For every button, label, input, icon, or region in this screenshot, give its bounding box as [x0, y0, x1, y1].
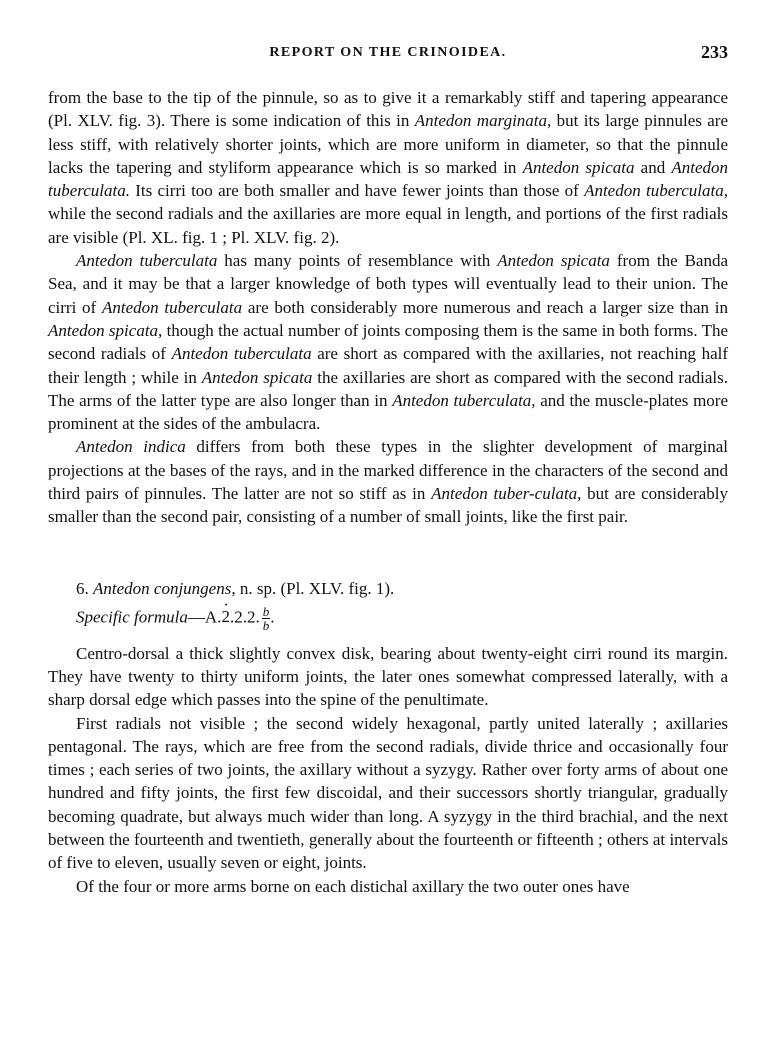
section-heading — [76, 577, 728, 601]
page-header — [48, 42, 728, 67]
text-run: but are considerably smaller than the second pair, consisting of a number of small joints, like the first pair. — [48, 484, 728, 527]
text-run: Its cirri too are both smaller and have fewer joints than those of — [130, 181, 585, 201]
text-run: has many points of resemblance with — [217, 251, 498, 271]
italic-run: Antedon tuberculata — [171, 344, 312, 364]
text-run: are both considerably more numerous and reach a larger size than in — [242, 297, 728, 317]
page — [48, 0, 728, 1050]
section-number: 6. — [76, 578, 89, 598]
text-run: Of the four or more arms borne on each distichal axillary the two outer ones have — [76, 876, 630, 896]
text-run: the axillaries are short as compared with the second radials. The arms of the latter type are also longer than in — [48, 367, 729, 410]
text-run: and — [634, 157, 672, 177]
italic-run: Antedon spicata — [497, 251, 610, 271]
text-run: are short as compared with the axillaries, not reaching half their length ; while in — [48, 344, 728, 387]
text-run: though the actual number of joints composing them is the same in both forms. The second radials of — [48, 320, 728, 364]
italic-run: Antedon tuber-culata, — [431, 484, 582, 504]
paragraph — [48, 642, 728, 712]
text-run: Centro-dorsal a thick slightly convex disk, bearing about twenty-eight cirri round its margin. They have twenty to thirty uniform joints, the later ones somewhat compressed laterally, with a sharp dorsal edge which passes into the spine of the penultimate. — [48, 643, 728, 710]
formula-dotted-digit: · 2 — [221, 605, 230, 629]
italic-run: Antedon marginata, — [414, 111, 552, 131]
running-title: REPORT ON THE CRINOIDEA. — [269, 45, 507, 60]
text-run: while the second radials and the axillaries are more equal in length, and portions of the first radials are visible (Pl. XL. fig. 1 ; Pl. XLV. fig. 2). — [48, 204, 728, 247]
italic-run: Antedon tuberculata. — [48, 157, 729, 201]
text-run: from the Banda Sea, and it may be that a larger knowledge of both types will eventually lead to their union. The cirri of — [48, 251, 728, 317]
section-reference: n. sp. (Pl. XLV. fig. 1). — [235, 578, 395, 598]
italic-run: Antedon spicata — [522, 157, 635, 177]
italic-run: Antedon tuberculata, — [392, 390, 536, 410]
body-text — [48, 86, 728, 898]
italic-run: Antedon tuberculata — [76, 251, 218, 271]
description-paragraphs — [48, 642, 728, 898]
paragraph — [48, 249, 728, 435]
species-name: Antedon conjungens, — [93, 578, 236, 598]
text-run: and the muscle-plates more prominent at the sides of the ambulacra. — [48, 390, 728, 434]
intro-paragraphs — [48, 86, 728, 529]
italic-run: Antedon tuberculata — [101, 297, 243, 317]
paragraph — [48, 875, 728, 898]
text-run: from the base to the tip of the pinnule, so as to give it a remarkably stiff and tapering appearance (Pl. XLV. fig. 3). There is some indication of this in — [48, 88, 728, 131]
specific-formula: Specific formula—A.· 2.2.2. $\frac{b}{b}$ . — [76, 605, 728, 632]
paragraph — [48, 86, 728, 249]
italic-run: Antedon spicata — [201, 367, 313, 387]
italic-run: Antedon tuberculata, — [584, 181, 728, 201]
page-number: 233 — [701, 42, 728, 62]
formula-label: Specific formula — [76, 607, 188, 627]
text-run: differs from both these types in the slighter development of marginal projections at the bases of the rays, and in the marked difference in the characters of the second and third pairs of pinnules. The latter are not so stiff as in — [48, 437, 728, 504]
text-run: but its large pinnules are less stiff, with relatively shorter joints, which are more uniform in diameter, so that the pinnule lacks the tapering and styliform appearance which is so marked in — [48, 111, 728, 177]
text-run: First radials not visible ; the second widely hexagonal, partly united laterally ; axillaries pentagonal. The rays, which are free from the second radials, divide thrice and occasionally four times ; each series of two joints, the axillary without a syzygy. Rather over forty arms of about one hundred and fifty joints, the first few discoidal, and their successors shortly triangular, gradually becoming quadrate, but always much wider than long. A syzygy in the third brachial, and the next between the fourteenth and twentieth, generally about the fourteenth or fifteenth ; others at intervals of five to eleven, usually seven or eight, joints. — [48, 713, 728, 873]
italic-run: Antedon indica — [76, 437, 186, 457]
paragraph — [48, 712, 728, 875]
italic-run: Antedon spicata, — [48, 320, 163, 340]
formula-fraction: $\frac{b}{b}$ — [262, 603, 270, 633]
paragraph — [48, 435, 728, 528]
